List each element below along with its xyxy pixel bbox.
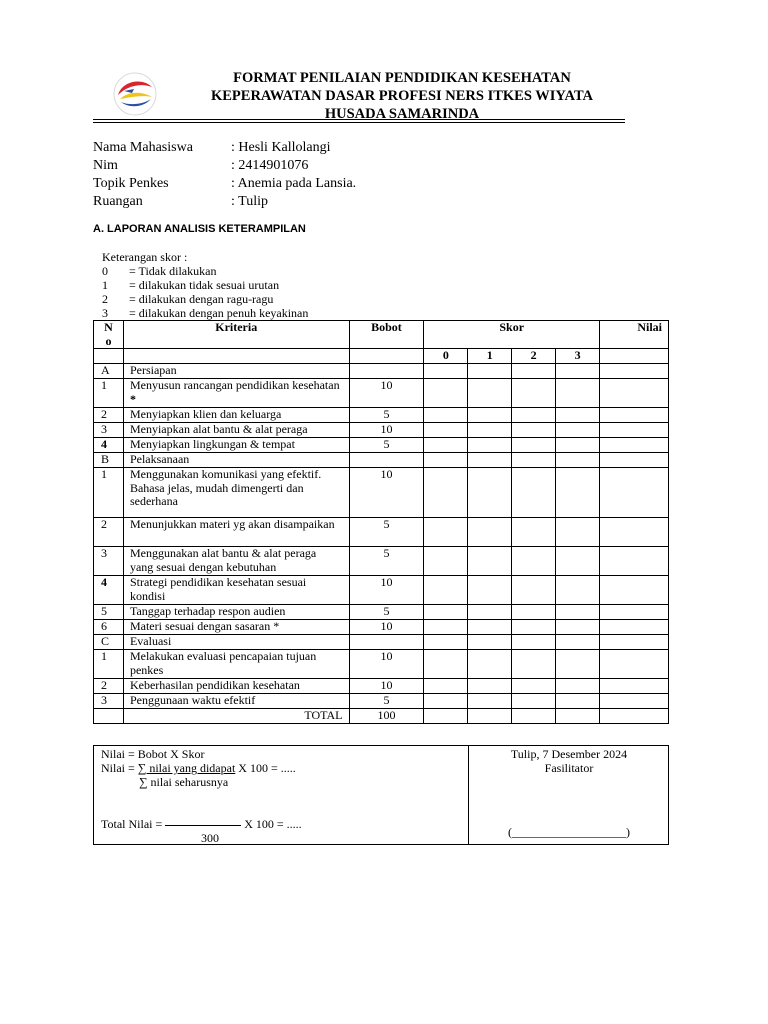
- score-cell[interactable]: [512, 605, 556, 620]
- score-cell[interactable]: [468, 679, 512, 694]
- score-cell[interactable]: [512, 650, 556, 679]
- nilai-cell[interactable]: [600, 408, 669, 423]
- nilai-cell[interactable]: [600, 605, 669, 620]
- score-cell[interactable]: [468, 379, 512, 408]
- table-row: [94, 379, 669, 408]
- row-criteria: Tanggap terhadap respon audien: [123, 605, 349, 620]
- row-bobot: 10: [349, 679, 424, 694]
- score-cell[interactable]: [424, 694, 468, 709]
- scoring-footer: [93, 745, 669, 845]
- table-row: [94, 438, 669, 453]
- row-no: 4: [94, 438, 124, 453]
- score-cell[interactable]: [512, 468, 556, 518]
- score-cell[interactable]: [512, 438, 556, 453]
- row-criteria: Penggunaan waktu efektif: [123, 694, 349, 709]
- header-bobot: Bobot: [349, 321, 424, 349]
- score-cell[interactable]: [424, 635, 468, 650]
- row-bobot: 10: [349, 423, 424, 438]
- formula-block: Nilai = Bobot X Skor Nilai = ∑ nilai yang didapat X 100 = ..... ∑ nilai seharusnya Total Nilai = X 100 = ..... 300: [101, 747, 302, 845]
- nilai-cell[interactable]: [600, 453, 669, 468]
- score-cell[interactable]: [424, 408, 468, 423]
- row-bobot: 5: [349, 694, 424, 709]
- nilai-cell[interactable]: [600, 379, 669, 408]
- score-cell[interactable]: [468, 408, 512, 423]
- signature-block: Tulip, 7 Desember 2024 Fasilitator (___________________): [469, 747, 669, 839]
- nilai-cell[interactable]: [600, 423, 669, 438]
- score-cell[interactable]: [556, 453, 600, 468]
- row-no: 3: [94, 547, 124, 576]
- score-cell[interactable]: [512, 694, 556, 709]
- row-criteria: Melakukan evaluasi pencapaian tujuan penkes: [123, 650, 349, 679]
- score-cell[interactable]: [424, 468, 468, 518]
- score-cell[interactable]: [468, 547, 512, 576]
- title-divider-double: [93, 122, 625, 123]
- score-cell[interactable]: [556, 518, 600, 547]
- nilai-cell[interactable]: [600, 468, 669, 518]
- row-no: 6: [94, 620, 124, 635]
- row-no: 2: [94, 408, 124, 423]
- nilai-cell[interactable]: [600, 620, 669, 635]
- score-cell[interactable]: [556, 468, 600, 518]
- table-row: [94, 620, 669, 635]
- table-row: [94, 468, 669, 518]
- score-cell[interactable]: [556, 364, 600, 379]
- row-criteria: Pelaksanaan: [123, 453, 349, 468]
- score-cell[interactable]: [424, 379, 468, 408]
- row-no: 2: [94, 518, 124, 547]
- nilai-cell[interactable]: [600, 679, 669, 694]
- document-title: FORMAT PENILAIAN PENDIDIKAN KESEHATAN KEPERAWATAN DASAR PROFESI NERS ITKES WIYATA HUSADA SAMARINDA: [210, 70, 594, 122]
- institution-logo: [112, 71, 158, 117]
- row-criteria: Keberhasilan pendidikan kesehatan: [123, 679, 349, 694]
- table-row: [94, 547, 669, 576]
- score-cell[interactable]: [424, 547, 468, 576]
- table-row: [94, 694, 669, 709]
- score-cell[interactable]: [424, 518, 468, 547]
- row-no: 1: [94, 468, 124, 518]
- nilai-cell[interactable]: [600, 694, 669, 709]
- row-bobot: 5: [349, 438, 424, 453]
- score-cell[interactable]: [468, 620, 512, 635]
- score-legend: Keterangan skor : 0 = Tidak dilakukan 1 = dilakukan tidak sesuai urutan 2 = dilakukan dengan ragu-ragu 3 = dilakukan dengan penuh keyakinan: [102, 250, 309, 320]
- table-row: [94, 453, 669, 468]
- score-cell[interactable]: [424, 650, 468, 679]
- table-row: [94, 605, 669, 620]
- row-criteria: Evaluasi: [123, 635, 349, 650]
- table-row: [94, 408, 669, 423]
- info-row-nama: Nama Mahasiswa : Hesli Kallolangi: [93, 140, 331, 155]
- skor-col-1: 1: [468, 349, 512, 364]
- score-cell[interactable]: [512, 547, 556, 576]
- row-criteria: Menyiapkan lingkungan & tempat: [123, 438, 349, 453]
- title-divider: [93, 119, 625, 120]
- total-value: 100: [349, 709, 424, 724]
- score-cell[interactable]: [424, 438, 468, 453]
- skor-col-0: 0: [424, 349, 468, 364]
- score-cell[interactable]: [556, 605, 600, 620]
- score-cell[interactable]: [512, 576, 556, 605]
- nilai-cell[interactable]: [600, 438, 669, 453]
- row-bobot: 5: [349, 408, 424, 423]
- score-cell[interactable]: [556, 576, 600, 605]
- row-criteria: Strategi pendidikan kesehatan sesuai kondisi: [123, 576, 349, 605]
- score-cell[interactable]: [468, 468, 512, 518]
- table-row: [94, 423, 669, 438]
- score-cell[interactable]: [424, 605, 468, 620]
- score-cell[interactable]: [556, 408, 600, 423]
- row-no: 1: [94, 650, 124, 679]
- row-bobot: 5: [349, 605, 424, 620]
- score-cell[interactable]: [468, 453, 512, 468]
- score-cell[interactable]: [424, 423, 468, 438]
- header-skor: Skor: [424, 321, 600, 349]
- score-cell[interactable]: [512, 518, 556, 547]
- row-bobot: [349, 453, 424, 468]
- total-row: [94, 709, 669, 724]
- row-no: 5: [94, 605, 124, 620]
- info-row-topik: Topik Penkes : Anemia pada Lansia.: [93, 176, 357, 191]
- table-row: [94, 650, 669, 679]
- score-cell[interactable]: [556, 379, 600, 408]
- score-cell[interactable]: [424, 364, 468, 379]
- score-cell[interactable]: [556, 635, 600, 650]
- score-cell[interactable]: [556, 650, 600, 679]
- score-cell[interactable]: [468, 605, 512, 620]
- score-cell[interactable]: [424, 576, 468, 605]
- score-cell[interactable]: [468, 518, 512, 547]
- row-criteria: Menggunakan komunikasi yang efektif. Bahasa jelas, mudah dimengerti dan sederhana: [123, 468, 349, 518]
- row-bobot: [349, 364, 424, 379]
- row-criteria: Menggunakan alat bantu & alat peraga yang sesuai dengan kebutuhan: [123, 547, 349, 576]
- info-row-ruangan: Ruangan : Tulip: [93, 194, 268, 209]
- row-bobot: 10: [349, 620, 424, 635]
- score-cell[interactable]: [512, 408, 556, 423]
- row-criteria: Menyiapkan alat bantu & alat peraga: [123, 423, 349, 438]
- row-criteria: Menunjukkan materi yg akan disampaikan: [123, 518, 349, 547]
- row-criteria: Menyusun rancangan pendidikan kesehatan *: [123, 379, 349, 408]
- row-no: A: [94, 364, 124, 379]
- score-cell[interactable]: [424, 620, 468, 635]
- student-info: [93, 139, 356, 211]
- score-cell[interactable]: [512, 453, 556, 468]
- row-no: 3: [94, 694, 124, 709]
- row-bobot: [349, 635, 424, 650]
- row-no: 3: [94, 423, 124, 438]
- table-row: [94, 576, 669, 605]
- section-title: A. LAPORAN ANALISIS KETERAMPILAN: [93, 223, 306, 235]
- row-bobot: 10: [349, 468, 424, 518]
- row-criteria: Persiapan: [123, 364, 349, 379]
- score-cell[interactable]: [556, 547, 600, 576]
- score-cell[interactable]: [468, 423, 512, 438]
- header-no: No: [94, 321, 124, 349]
- score-cell[interactable]: [468, 635, 512, 650]
- row-criteria: Menyiapkan klien dan keluarga: [123, 408, 349, 423]
- score-cell[interactable]: [468, 650, 512, 679]
- nilai-cell[interactable]: [600, 547, 669, 576]
- row-bobot: 10: [349, 379, 424, 408]
- row-criteria: Materi sesuai dengan sasaran *: [123, 620, 349, 635]
- row-bobot: 5: [349, 547, 424, 576]
- table-row: [94, 635, 669, 650]
- table-row: [94, 518, 669, 547]
- header-kriteria: Kriteria: [123, 321, 349, 349]
- score-cell[interactable]: [556, 679, 600, 694]
- table-row: [94, 679, 669, 694]
- nilai-cell[interactable]: [600, 364, 669, 379]
- nilai-cell[interactable]: [600, 635, 669, 650]
- skor-col-3: 3: [556, 349, 600, 364]
- total-label: TOTAL: [123, 709, 349, 724]
- table-row: [94, 364, 669, 379]
- score-cell[interactable]: [468, 576, 512, 605]
- row-no: 1: [94, 379, 124, 408]
- nilai-cell[interactable]: [600, 650, 669, 679]
- score-cell[interactable]: [468, 694, 512, 709]
- row-no: 2: [94, 679, 124, 694]
- assessment-table: [93, 320, 669, 724]
- score-cell[interactable]: [512, 364, 556, 379]
- score-cell[interactable]: [556, 694, 600, 709]
- score-cell[interactable]: [556, 438, 600, 453]
- score-cell[interactable]: [512, 679, 556, 694]
- nilai-cell[interactable]: [600, 576, 669, 605]
- nilai-cell[interactable]: [600, 518, 669, 547]
- score-cell[interactable]: [556, 423, 600, 438]
- row-bobot: 5: [349, 518, 424, 547]
- row-bobot: 10: [349, 576, 424, 605]
- skor-col-2: 2: [512, 349, 556, 364]
- score-cell[interactable]: [424, 679, 468, 694]
- score-cell[interactable]: [512, 379, 556, 408]
- row-no: B: [94, 453, 124, 468]
- score-cell[interactable]: [468, 438, 512, 453]
- row-bobot: 10: [349, 650, 424, 679]
- score-cell[interactable]: [424, 453, 468, 468]
- signature-line: (___________________): [508, 825, 630, 839]
- row-no: C: [94, 635, 124, 650]
- info-row-nim: Nim : 2414901076: [93, 158, 309, 173]
- header-nilai: Nilai: [600, 321, 669, 349]
- row-no: 4: [94, 576, 124, 605]
- score-cell[interactable]: [556, 620, 600, 635]
- score-cell[interactable]: [512, 620, 556, 635]
- score-cell[interactable]: [512, 423, 556, 438]
- score-cell[interactable]: [512, 635, 556, 650]
- score-cell[interactable]: [468, 364, 512, 379]
